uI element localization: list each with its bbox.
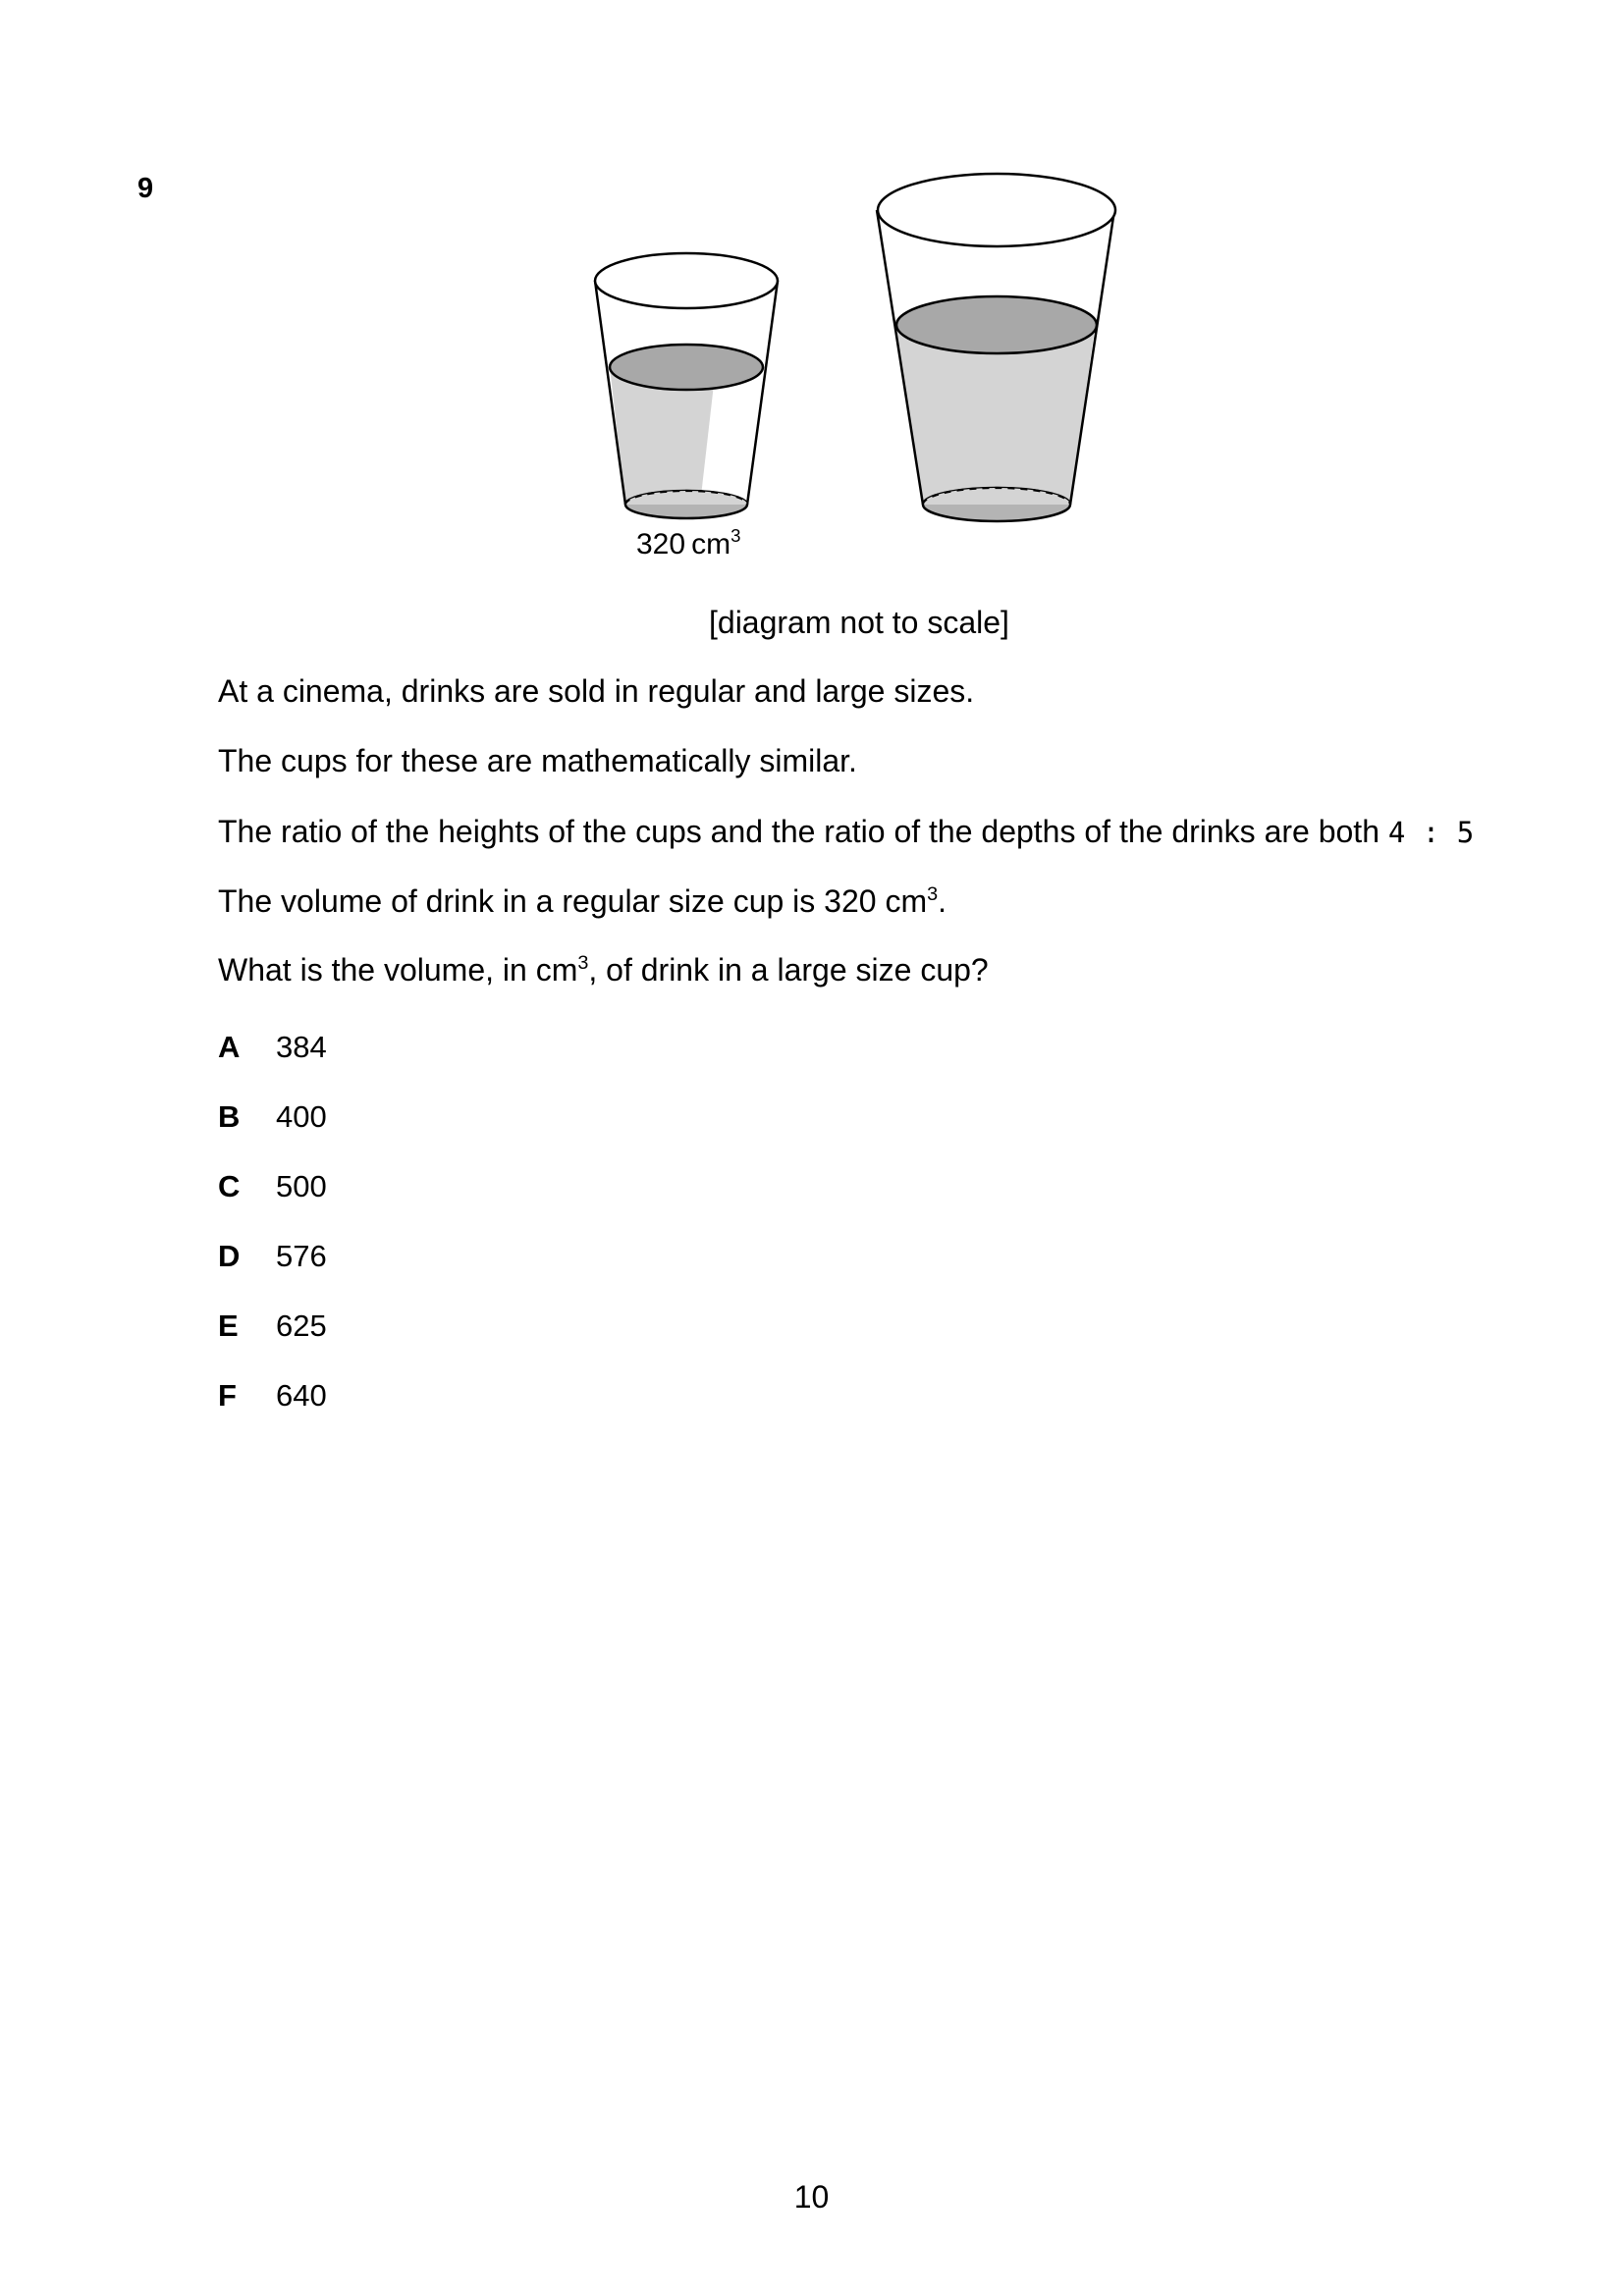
option-value: 400	[276, 1099, 327, 1134]
page-number: 10	[793, 2179, 830, 2215]
question-text-line-4: The volume of drink in a regular size cup is 320 $cm^3$.	[218, 882, 947, 919]
question-text-line-2: The cups for these are mathematically similar.	[218, 743, 857, 778]
cups-diagram	[550, 157, 1139, 589]
question-text-line-3: The ratio of the heights of the cups and the ratio of the depths of the drinks are both 4 : 5	[218, 814, 1475, 849]
option-d[interactable]	[218, 1239, 327, 1274]
option-a[interactable]	[218, 1030, 327, 1065]
scale-note: [diagram not to scale]	[709, 605, 1009, 640]
option-letter: D	[218, 1239, 241, 1273]
large-cup-drink-surface	[896, 296, 1097, 353]
ratio-value: 4 : 5	[1387, 816, 1475, 849]
question-text-line-5: What is the volume, in $cm^3$, of drink in a large size cup?	[218, 951, 989, 988]
option-b[interactable]	[218, 1099, 327, 1135]
regular-cup	[595, 253, 778, 518]
large-cup	[877, 174, 1115, 521]
option-c[interactable]	[218, 1169, 327, 1204]
option-value: 625	[276, 1308, 327, 1343]
option-e[interactable]	[218, 1308, 327, 1344]
option-value: 500	[276, 1169, 327, 1203]
option-letter: F	[218, 1378, 237, 1413]
question-number: 9	[137, 173, 154, 204]
large-cup-rim	[878, 174, 1115, 246]
regular-cup-drink-surface	[610, 345, 763, 390]
option-letter: E	[218, 1308, 239, 1343]
option-f[interactable]	[218, 1378, 327, 1414]
option-value: 576	[276, 1239, 327, 1273]
regular-cup-rim	[595, 253, 778, 308]
question-text-line-1: At a cinema, drinks are sold in regular and large sizes.	[218, 673, 975, 709]
option-value: 384	[276, 1030, 327, 1064]
option-value: 640	[276, 1378, 327, 1413]
option-letter: A	[218, 1030, 241, 1064]
option-letter: C	[218, 1169, 241, 1203]
regular-cup-volume-label: 320 $cm^3$	[636, 525, 741, 561]
option-letter: B	[218, 1099, 241, 1134]
